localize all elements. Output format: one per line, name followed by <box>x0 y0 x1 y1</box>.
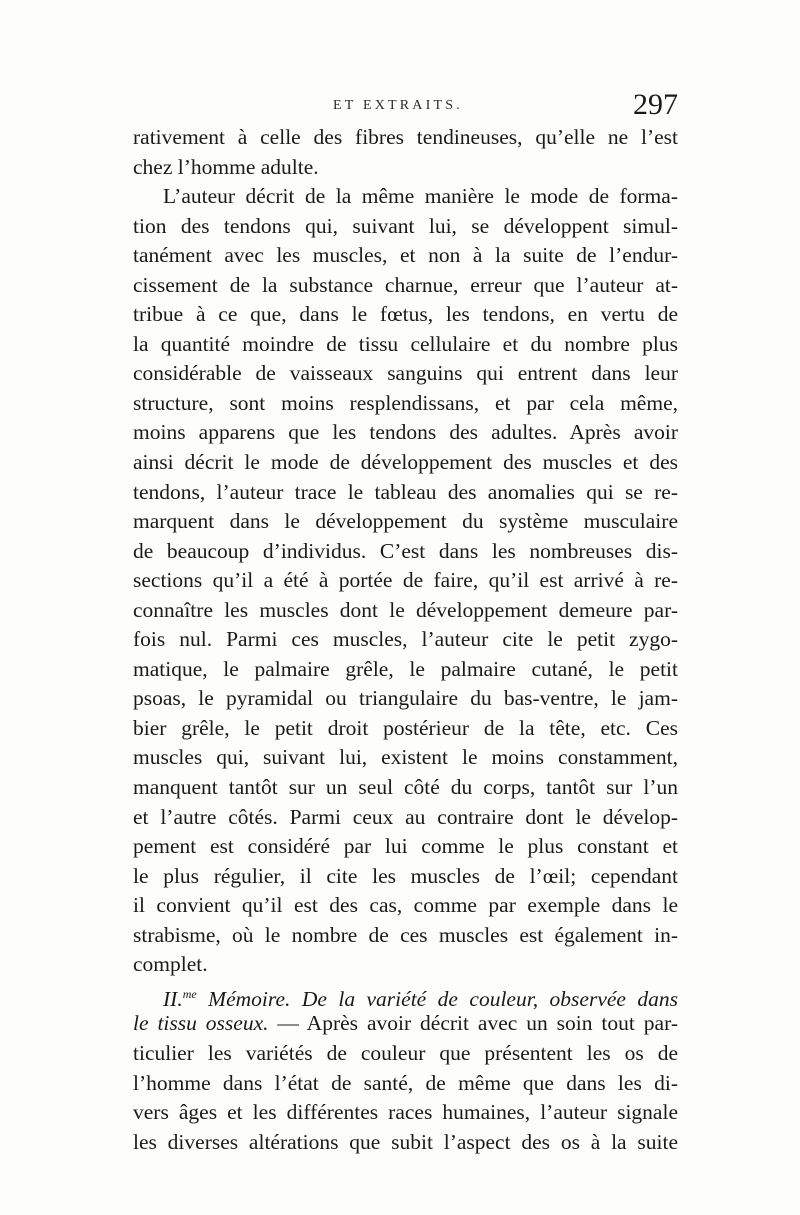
text-line: marquent dans le développement du système musculaire <box>133 509 678 534</box>
memoir-numeral-superscript: me <box>182 986 197 1001</box>
text-line: les diverses altérations que subit l’aspect des os à la suite <box>133 1129 678 1154</box>
text-line: considérable de vaisseaux sanguins qui entrent dans leur <box>133 361 678 386</box>
text-line: la quantité moindre de tissu cellulaire et du nombre plus <box>133 331 678 356</box>
memoir-heading-continuation <box>133 1009 678 1039</box>
text-line: matique, le palmaire grêle, le palmaire cutané, le petit <box>133 656 678 681</box>
text-line: bier grêle, le petit droit postérieur de la tête, etc. Ces <box>133 715 678 740</box>
text-line: et l’autre côtés. Parmi ceux au contraire dont le dévelop- <box>133 804 678 829</box>
text-line: structure, sont moins resplendissans, et par cela même, <box>133 390 678 415</box>
memoir-title: Mémoire. De la variété de couleur, observée dans <box>208 986 678 1010</box>
running-head <box>133 88 678 124</box>
memoir-numeral: II. <box>163 986 183 1010</box>
memoir-heading <box>133 980 678 1010</box>
text-line: fois nul. Parmi ces muscles, l’auteur cite le petit zygo- <box>133 627 678 652</box>
text-line: de beaucoup d’individus. C’est dans les nombreuses dis- <box>133 538 678 563</box>
body-text <box>133 123 678 1157</box>
page-number: 297 <box>633 88 678 121</box>
text-line: tion des tendons qui, suivant lui, se développent simul- <box>133 213 678 238</box>
memoir-text-start: — Après avoir décrit avec un soin tout par- <box>268 1011 678 1036</box>
text-line: ainsi décrit le mode de développement des muscles et des <box>133 450 678 475</box>
text-line: complet. <box>133 952 208 977</box>
text-line: psoas, le pyramidal ou triangulaire du bas-ventre, le jam- <box>133 686 678 711</box>
text-line: rativement à celle des fibres tendineuses, qu’elle ne l’est <box>133 125 678 149</box>
text-line: il convient qu’il est des cas, comme par exemple dans le <box>133 893 678 918</box>
text-line: tanément avec les muscles, et non à la suite de l’endur- <box>133 243 678 268</box>
text-line: manquent tantôt sur un seul côté du corps, tantôt sur l’un <box>133 775 678 800</box>
text-line: ticulier les variétés de couleur que présentent les os de <box>133 1040 678 1065</box>
text-line: le plus régulier, il cite les muscles de l’œil; cependant <box>133 863 678 888</box>
text-line: vers âges et les différentes races humaines, l’auteur signale <box>133 1100 678 1125</box>
text-line: L’auteur décrit de la même manière le mode de forma- <box>163 184 678 209</box>
text-line: strabisme, où le nombre de ces muscles est également in- <box>133 922 678 947</box>
text-line: muscles qui, suivant lui, existent le moins constamment, <box>133 745 678 770</box>
text-line: cissement de la substance charnue, erreur que l’auteur at- <box>133 272 678 297</box>
text-line: moins apparens que les tendons des adultes. Après avoir <box>133 420 678 445</box>
text-line: connaître les muscles dont le développement demeure par- <box>133 597 678 622</box>
memoir-title-end: le tissu osseux. <box>133 1011 269 1036</box>
text-line: tendons, l’auteur trace le tableau des anomalies qui se re- <box>133 479 678 504</box>
text-line: sections qu’il a été à portée de faire, qu’il est arrivé à re- <box>133 568 678 593</box>
running-title: ET EXTRAITS. <box>333 98 463 113</box>
text-line: l’homme dans l’état de santé, de même que dans les di- <box>133 1070 678 1095</box>
text-line: tribue à ce que, dans le fœtus, les tendons, en vertu de <box>133 302 678 327</box>
text-line: pement est considéré par lui comme le plus constant et <box>133 834 678 859</box>
text-line: chez l’homme adulte. <box>133 154 319 179</box>
